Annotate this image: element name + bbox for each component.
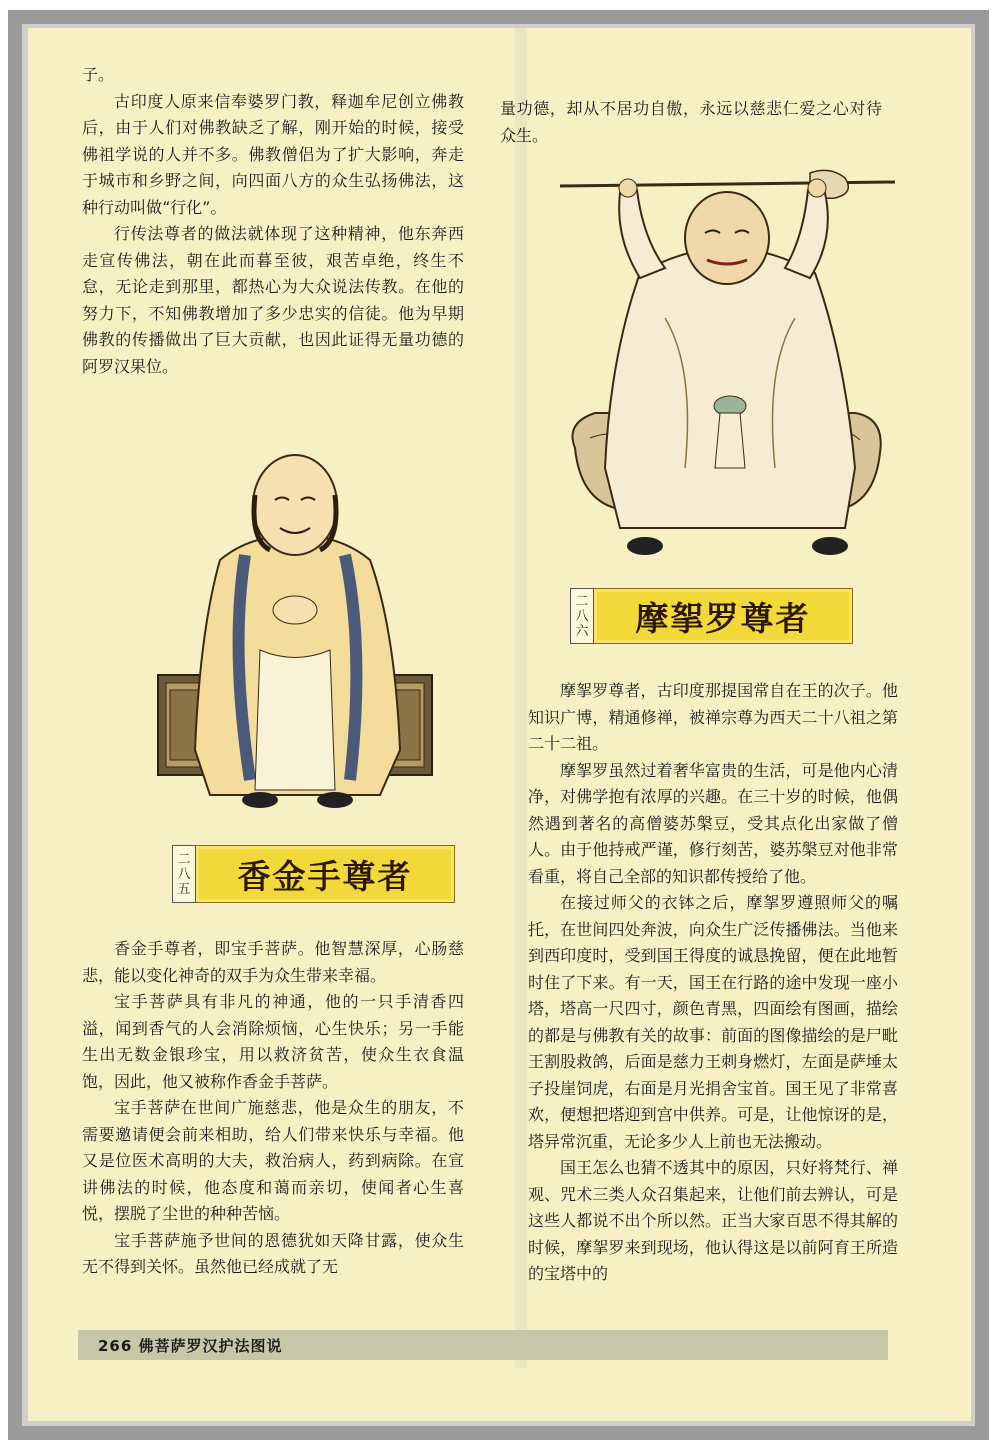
paragraph: 在接过师父的衣钵之后，摩挐罗遵照师父的嘱托，在世间四处奔波，向众生广泛传播佛法。当他来到西印度时，受到国王得度的诚恳挽留，便在此地暂时住了下来。有一天，国王在行路的途中发现一座小塔，塔高一尺四寸，颜色青黑，四面绘有图画，描绘的都是与佛教有关的故事：前面的图像描绘的是尸毗王割股救鸽，后面是慈力王刺身燃灯，左面是萨埵太子投崖饲虎，右面是月光捐舍宝首。国王见了非常喜欢，便想把塔迎到宫中供养。可是，让他惊讶的是，塔异常沉重，无论多少人上前也无法搬动。 bbox=[528, 893, 898, 1151]
number-digit: 五 bbox=[177, 881, 191, 897]
xiangjinshou-illustration bbox=[150, 450, 440, 820]
paragraph: 子。 bbox=[82, 65, 115, 84]
left-column-lower bbox=[82, 936, 464, 1281]
arhat-number-tag bbox=[172, 845, 196, 903]
arhat-name: 香金手尊者 bbox=[237, 856, 413, 896]
paragraph: 行传法尊者的做法就体现了这种精神，他东奔西走宣传佛法，朝在此而暮至彼，艰苦卓绝，终生不怠，无论走到那里，都热心为大众说法传教。在他的努力下，不知佛教增加了多少忠实的信徒。他为早期佛教的传播做出了巨大贡献，也因此证得无量功德的阿罗汉果位。 bbox=[82, 224, 464, 376]
arhat-name-plate bbox=[196, 845, 455, 903]
paragraph: 宝手菩萨在世间广施慈悲，他是众生的朋友，不需要邀请便会前来相助，给人们带来快乐与幸福。他又是位医术高明的大夫，救治病人，药到病除。在宣讲佛法的时候，他态度和蔼而亲切，使闻者心生喜悦，摆脱了尘世的种种苦恼。 bbox=[82, 1098, 464, 1223]
paragraph: 摩挐罗尊者，古印度那提国常自在王的次子。他知识广博，精通修禅，被禅宗尊为西天二十八祖之第二十二祖。 bbox=[528, 681, 898, 753]
footer-page-title: 266 佛菩萨罗汉护法图说 bbox=[98, 1336, 283, 1355]
arhat-name-plate bbox=[594, 588, 853, 644]
monaluo-illustration bbox=[555, 168, 900, 560]
number-digit: 八 bbox=[575, 608, 589, 624]
paragraph: 摩挐罗虽然过着奢华富贵的生活，可是他内心清净，对佛学抱有浓厚的兴趣。在三十岁的时候，他偶然遇到著名的高僧婆苏槃豆，受其点化出家做了僧人。由于他持戒严谨，修行刻苦，婆苏槃豆对他非常看重，将自己全部的知识都传授给了他。 bbox=[528, 760, 898, 886]
paragraph: 宝手菩萨具有非凡的神通，他的一只手清香四溢，闻到香气的人会消除烦恼，心生快乐；另一手能生出无数金银珍宝，用以救济贫苦，使众生衣食温饱，因此，他又被称作香金手菩萨。 bbox=[82, 992, 464, 1091]
number-digit: 六 bbox=[575, 623, 589, 639]
page-footer bbox=[78, 1330, 888, 1360]
right-column-top bbox=[500, 96, 882, 149]
paragraph: 量功德，却从不居功自傲，永远以慈悲仁爱之心对待众生。 bbox=[500, 99, 882, 145]
arhat-name: 摩挐罗尊者 bbox=[635, 598, 811, 638]
arhat-286-title bbox=[570, 588, 853, 644]
right-column-lower bbox=[528, 678, 898, 1288]
paragraph: 宝手菩萨施予世间的恩德犹如天降甘露，使众生无不得到关怀。虽然他已经成就了无 bbox=[82, 1230, 464, 1276]
column-divider bbox=[515, 28, 527, 1368]
paragraph: 古印度人原来信奉婆罗门教，释迦牟尼创立佛教后，由于人们对佛教缺乏了解，刚开始的时候，接受佛祖学说的人并不多。佛教僧侣为了扩大影响，奔走于城市和乡野之间，向四面八方的众生弘扬佛法，这种行动叫做“行化”。 bbox=[82, 91, 464, 217]
number-digit: 二 bbox=[177, 851, 191, 867]
number-digit: 八 bbox=[177, 866, 191, 882]
arhat-number-tag bbox=[570, 588, 594, 644]
paragraph: 香金手尊者，即宝手菩萨。他智慧深厚，心肠慈悲，能以变化神奇的双手为众生带来幸福。 bbox=[82, 939, 464, 985]
left-column-top bbox=[82, 62, 464, 380]
number-digit: 二 bbox=[575, 593, 589, 609]
arhat-285-title bbox=[172, 845, 455, 903]
paragraph: 国王怎么也猜不透其中的原因，只好将梵行、禅观、咒术三类人众召集起来，让他们前去辨认，可是这些人都说不出个所以然。正当大家百思不得其解的时候，摩挐罗来到现场，他认得这是以前阿育王所造的宝塔中的 bbox=[528, 1158, 898, 1283]
